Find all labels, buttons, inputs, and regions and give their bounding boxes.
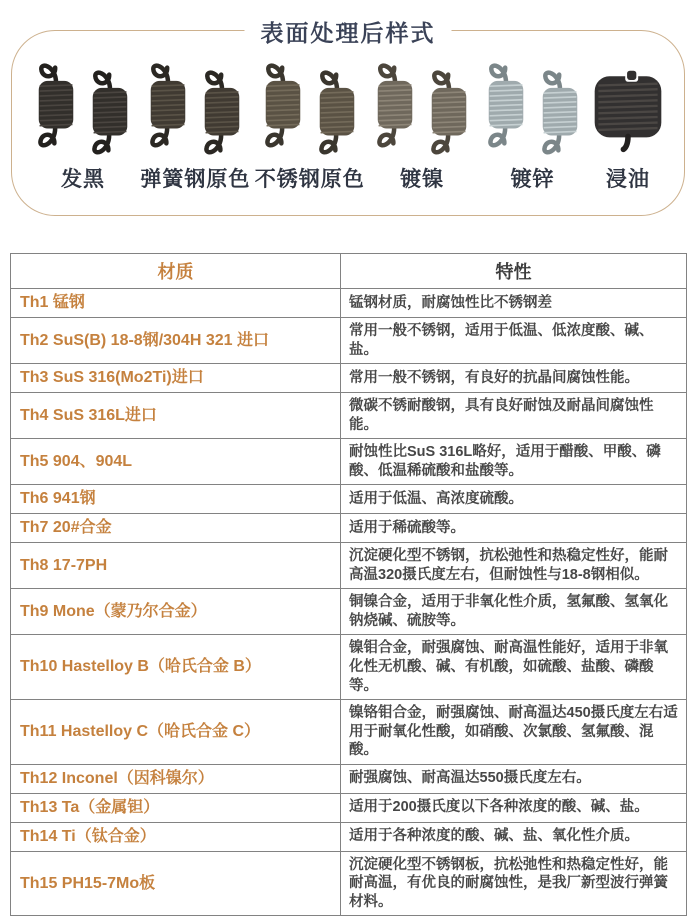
material-name-cell: Th9 Mone（蒙乃尔合金） (11, 589, 341, 635)
extension-spring-pair-photo (30, 57, 136, 161)
material-row (11, 485, 687, 514)
material-feature-cell: 铜镍合金，适用于非氧化性介质，氢氟酸、氢氧化钠烧碱、硫胺等。 (341, 589, 687, 635)
material-feature-cell: 沉淀硬化型不锈钢，抗松弛性和热稳定性好，能耐高温320摄氏度左右，但耐蚀性与18-8钢相似。 (341, 543, 687, 589)
material-row (11, 822, 687, 851)
extension-spring-pair-photo (369, 57, 475, 161)
material-row (11, 635, 687, 700)
material-name-cell: Th4 SuS 316L进口 (11, 393, 341, 439)
material-feature-cell: 适用于各种浓度的酸、碱、盐、氧化性介质。 (341, 822, 687, 851)
material-row (11, 793, 687, 822)
material-feature-cell: 常用一般不锈钢，有良好的抗晶间腐蚀性能。 (341, 364, 687, 393)
material-row (11, 589, 687, 635)
extension-spring-pair-photo (480, 57, 586, 161)
material-name-cell: Th11 Hastelloy C（哈氏合金 C） (11, 700, 341, 765)
material-feature-cell: 镍铬钼合金，耐强腐蚀、耐高温达450摄氏度左右适用于耐氧化性酸，如硝酸、次氯酸、氢氟酸、混酸。 (341, 700, 687, 765)
material-feature-cell: 耐强腐蚀、耐高温达550摄氏度左右。 (341, 764, 687, 793)
treatment-item (30, 57, 136, 193)
panel-title: 表面处理后样式 (245, 15, 452, 48)
material-name-cell: Th12 Inconel（因科镍尔） (11, 764, 341, 793)
material-feature-cell: 沉淀硬化型不锈钢板，抗松弛性和热稳定性好，能耐高温，有优良的耐腐蚀性，是我厂新型波行弹簧材料。 (341, 851, 687, 916)
treatment-item (255, 57, 365, 193)
material-row (11, 439, 687, 485)
material-row (11, 364, 687, 393)
material-feature-cell: 适用于稀硫酸等。 (341, 514, 687, 543)
treatment-label: 镀锌 (510, 168, 555, 191)
material-name-cell: Th3 SuS 316(Mo2Ti)进口 (11, 364, 341, 393)
material-feature-cell: 微碳不锈耐酸钢，具有良好耐蚀及耐晶间腐蚀性能。 (341, 393, 687, 439)
material-name-cell: Th14 Ti（钛合金） (11, 822, 341, 851)
material-name-cell: Th15 PH15-7Mo板 (11, 851, 341, 916)
material-row (11, 543, 687, 589)
treatment-item (369, 57, 475, 193)
material-name-cell: Th10 Hastelloy B（哈氏合金 B） (11, 635, 341, 700)
material-name-cell: Th13 Ta（金属钽） (11, 793, 341, 822)
treatment-label: 不锈钢原色 (254, 168, 365, 191)
material-name-cell: Th5 904、904L (11, 439, 341, 485)
treatments-row (30, 57, 666, 193)
material-row (11, 700, 687, 765)
treatment-item (140, 57, 250, 193)
feature-column-header: 特性 (341, 254, 687, 289)
treatment-label: 发黑 (61, 168, 105, 191)
material-name-cell: Th8 17-7PH (11, 543, 341, 589)
treatment-item (480, 57, 586, 193)
treatment-label: 镀镍 (400, 168, 445, 191)
material-feature-cell: 适用于200摄氏度以下各种浓度的酸、碱、盐。 (341, 793, 687, 822)
material-row (11, 514, 687, 543)
material-feature-cell: 适用于低温、高浓度硫酸。 (341, 485, 687, 514)
extension-spring-pair-photo (142, 57, 248, 161)
treatment-item (590, 57, 666, 193)
material-row (11, 764, 687, 793)
coil-spring-photo (590, 57, 666, 161)
material-name-cell: Th7 20#合金 (11, 514, 341, 543)
material-row (11, 318, 687, 364)
material-feature-cell: 耐蚀性比SuS 316L略好，适用于醋酸、甲酸、磷酸、低温稀硫酸和盐酸等。 (341, 439, 687, 485)
materials-table-body (11, 289, 687, 916)
table-header-row (11, 254, 687, 289)
treatment-label: 弹簧钢原色 (140, 168, 251, 191)
material-row (11, 393, 687, 439)
material-feature-cell: 常用一般不锈钢，适用于低温、低浓度酸、碱、盐。 (341, 318, 687, 364)
material-name-cell: Th6 941钢 (11, 485, 341, 514)
material-row (11, 851, 687, 916)
material-feature-cell: 锰钢材质，耐腐蚀性比不锈钢差 (341, 289, 687, 318)
material-feature-cell: 镍钼合金，耐强腐蚀、耐高温性能好，适用于非氧化性无机酸、碱、有机酸，如硫酸、盐酸、磷酸等。 (341, 635, 687, 700)
material-name-cell: Th1 锰钢 (11, 289, 341, 318)
materials-table (10, 253, 687, 916)
surface-treatment-panel (11, 20, 685, 216)
material-column-header: 材质 (11, 254, 341, 289)
treatment-label: 浸油 (605, 168, 650, 191)
extension-spring-pair-photo (257, 57, 363, 161)
material-row (11, 289, 687, 318)
material-name-cell: Th2 SuS(B) 18-8钢/304H 321 进口 (11, 318, 341, 364)
